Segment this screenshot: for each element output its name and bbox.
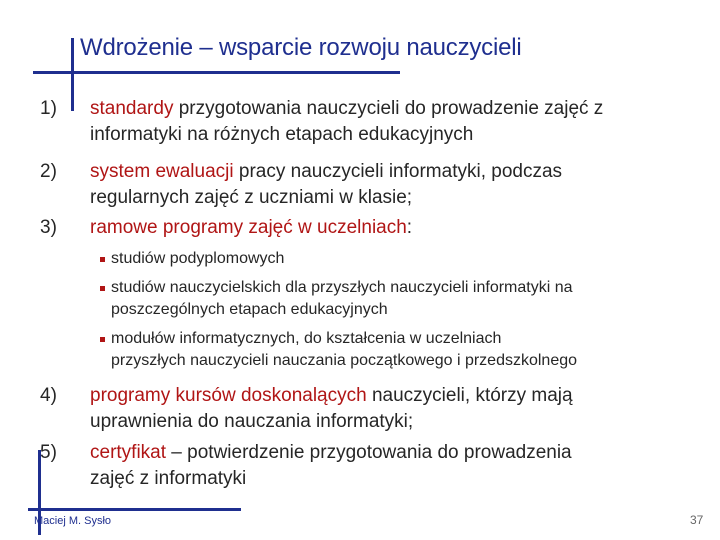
square-bullet-icon: [100, 286, 105, 291]
item-text-continued: zajęć z informatyki: [90, 468, 247, 489]
item-number: 3): [40, 217, 57, 238]
page-number: 37: [690, 513, 704, 527]
sub-item-text: studiów podyplomowych: [111, 250, 285, 267]
item-number: 1): [40, 98, 57, 119]
item-text: – potwierdzenie przygotowania do prowadzenia: [166, 442, 572, 463]
sub-item-text-continued: poszczególnych etapach edukacyjnych: [111, 301, 388, 318]
footer-author: Maciej M. Sysło: [34, 515, 112, 527]
list-item: [40, 383, 710, 435]
title-underline: [33, 71, 400, 74]
item-text-continued: informatyki na różnych etapach edukacyjnych: [90, 124, 474, 145]
title-vertical-rule: [71, 38, 74, 111]
list-item: [40, 96, 710, 148]
item-text: pracy nauczycieli informatyki, podczas: [233, 161, 563, 182]
sub-item-text: studiów nauczycielskich dla przyszłych nauczycieli informatyki na: [111, 279, 573, 296]
item-highlight: certyfikat: [90, 442, 167, 463]
item-text: nauczycieli, którzy mają: [366, 385, 573, 406]
item-highlight: ramowe programy zajęć w uczelniach: [90, 217, 407, 238]
footer-rule: [28, 508, 241, 511]
sub-item-text-continued: przyszłych nauczycieli nauczania początkowego i przedszkolnego: [111, 352, 578, 369]
list-item: [40, 440, 710, 492]
sub-list-item: [111, 248, 711, 270]
item-highlight: programy kursów doskonalących: [90, 385, 367, 406]
item-text: :: [406, 217, 413, 238]
item-number: 4): [40, 385, 57, 406]
item-number: 5): [40, 442, 57, 463]
square-bullet-icon: [100, 257, 105, 262]
item-text-continued: uprawnienia do nauczania informatyki;: [90, 411, 414, 432]
item-text: przygotowania nauczycieli do prowadzenie zajęć z: [173, 98, 604, 119]
sub-list-item: [111, 328, 711, 372]
slide-title: Wdrożenie – wsparcie rozwoju nauczycieli: [80, 34, 522, 61]
list-item: [40, 159, 710, 211]
square-bullet-icon: [100, 337, 105, 342]
item-highlight: system ewaluacji: [90, 161, 234, 182]
item-text-continued: regularnych zajęć z uczniami w klasie;: [90, 187, 413, 208]
item-number: 2): [40, 161, 57, 182]
sub-list-item: [111, 277, 711, 321]
sub-item-text: modułów informatycznych, do kształcenia w uczelniach: [111, 330, 502, 347]
item-highlight: standardy: [90, 98, 174, 119]
list-item: [40, 215, 710, 241]
